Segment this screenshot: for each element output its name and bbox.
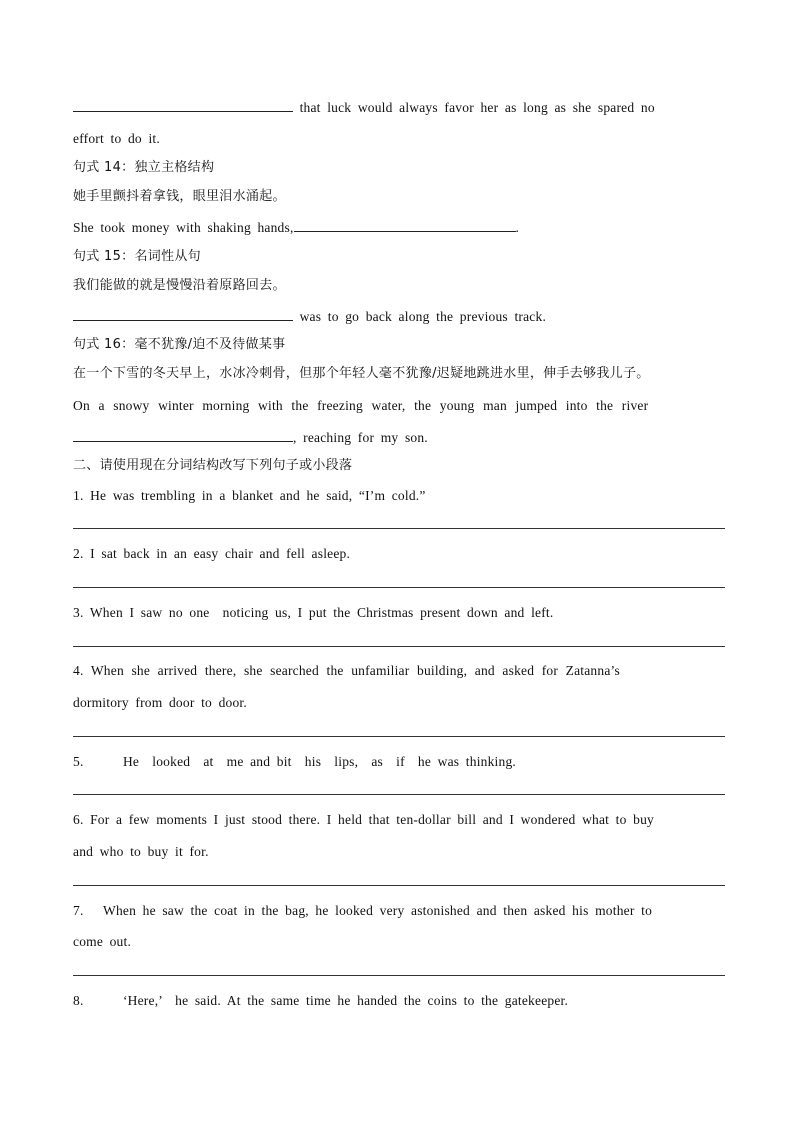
answer-line-5[interactable]: [73, 794, 725, 795]
question-6-line-2: and who to buy it for.: [73, 844, 209, 859]
answer-line-6[interactable]: [73, 885, 725, 886]
s14-english: [73, 220, 725, 235]
s14-period: .: [515, 220, 520, 235]
s13-text: that luck would always favor her as long as she spared no: [299, 100, 655, 115]
s13-line-1: [73, 100, 725, 115]
s16-english-text: , reaching for my son.: [293, 430, 428, 445]
answer-blank[interactable]: [73, 100, 293, 112]
answer-line-4[interactable]: [73, 736, 725, 737]
question-4-line-1: 4. When she arrived there, she searched the unfamiliar building, and asked for Zatanna’s: [73, 663, 620, 678]
s14-english-text: She took money with shaking hands,: [73, 220, 294, 235]
question-8: 8. ‘Here,’ he said. At the same time he handed the coins to the gatekeeper.: [73, 993, 569, 1008]
question-2: 2. I sat back in an easy chair and fell asleep.: [73, 546, 351, 561]
s15-chinese: 我们能做的就是慢慢沿着原路回去。: [73, 278, 286, 293]
question-7-line-2: come out.: [73, 934, 132, 949]
question-6-line-1: 6. For a few moments I just stood there. I held that ten-dollar bill and I wondered what to buy: [73, 812, 655, 827]
s14-heading: 句式 14：独立主格结构: [73, 160, 215, 175]
question-7-line-1: 7. When he saw the coat in the bag, he looked very astonished and then asked his mother to: [73, 903, 653, 918]
part2-heading: 二、请使用现在分词结构改写下列句子或小段落: [73, 458, 353, 473]
s15-english-text: was to go back along the previous track.: [299, 309, 547, 324]
answer-blank[interactable]: [294, 220, 516, 232]
answer-blank[interactable]: [73, 430, 293, 442]
answer-line-7[interactable]: [73, 975, 725, 976]
question-1: 1. He was trembling in a blanket and he said, “I’m cold.”: [73, 488, 426, 503]
answer-blank[interactable]: [73, 309, 293, 321]
s16-english-line-1: On a snowy winter morning with the freezing water, the young man jumped into the river: [73, 398, 649, 413]
s16-chinese: 在一个下雪的冬天早上，水冰冷刺骨，但那个年轻人毫不犹豫/迟疑地跳进水里，伸手去够我儿子。: [73, 366, 650, 381]
s15-heading: 句式 15：名词性从句: [73, 249, 201, 264]
question-4-line-2: dormitory from door to door.: [73, 695, 247, 710]
answer-line-3[interactable]: [73, 646, 725, 647]
question-3: 3. When I saw no one noticing us, I put the Christmas present down and left.: [73, 605, 554, 620]
question-5: 5. He looked at me and bit his lips, as if he was thinking.: [73, 754, 516, 769]
s16-english-line-2: [73, 430, 725, 445]
answer-line-2[interactable]: [73, 587, 725, 588]
s14-chinese: 她手里颤抖着拿钱，眼里泪水涌起。: [73, 189, 286, 204]
s16-heading: 句式 16：毫不犹豫/迫不及待做某事: [73, 337, 286, 352]
answer-line-1[interactable]: [73, 528, 725, 529]
s13-line-2: effort to do it.: [73, 131, 160, 146]
s15-english: [73, 309, 725, 324]
